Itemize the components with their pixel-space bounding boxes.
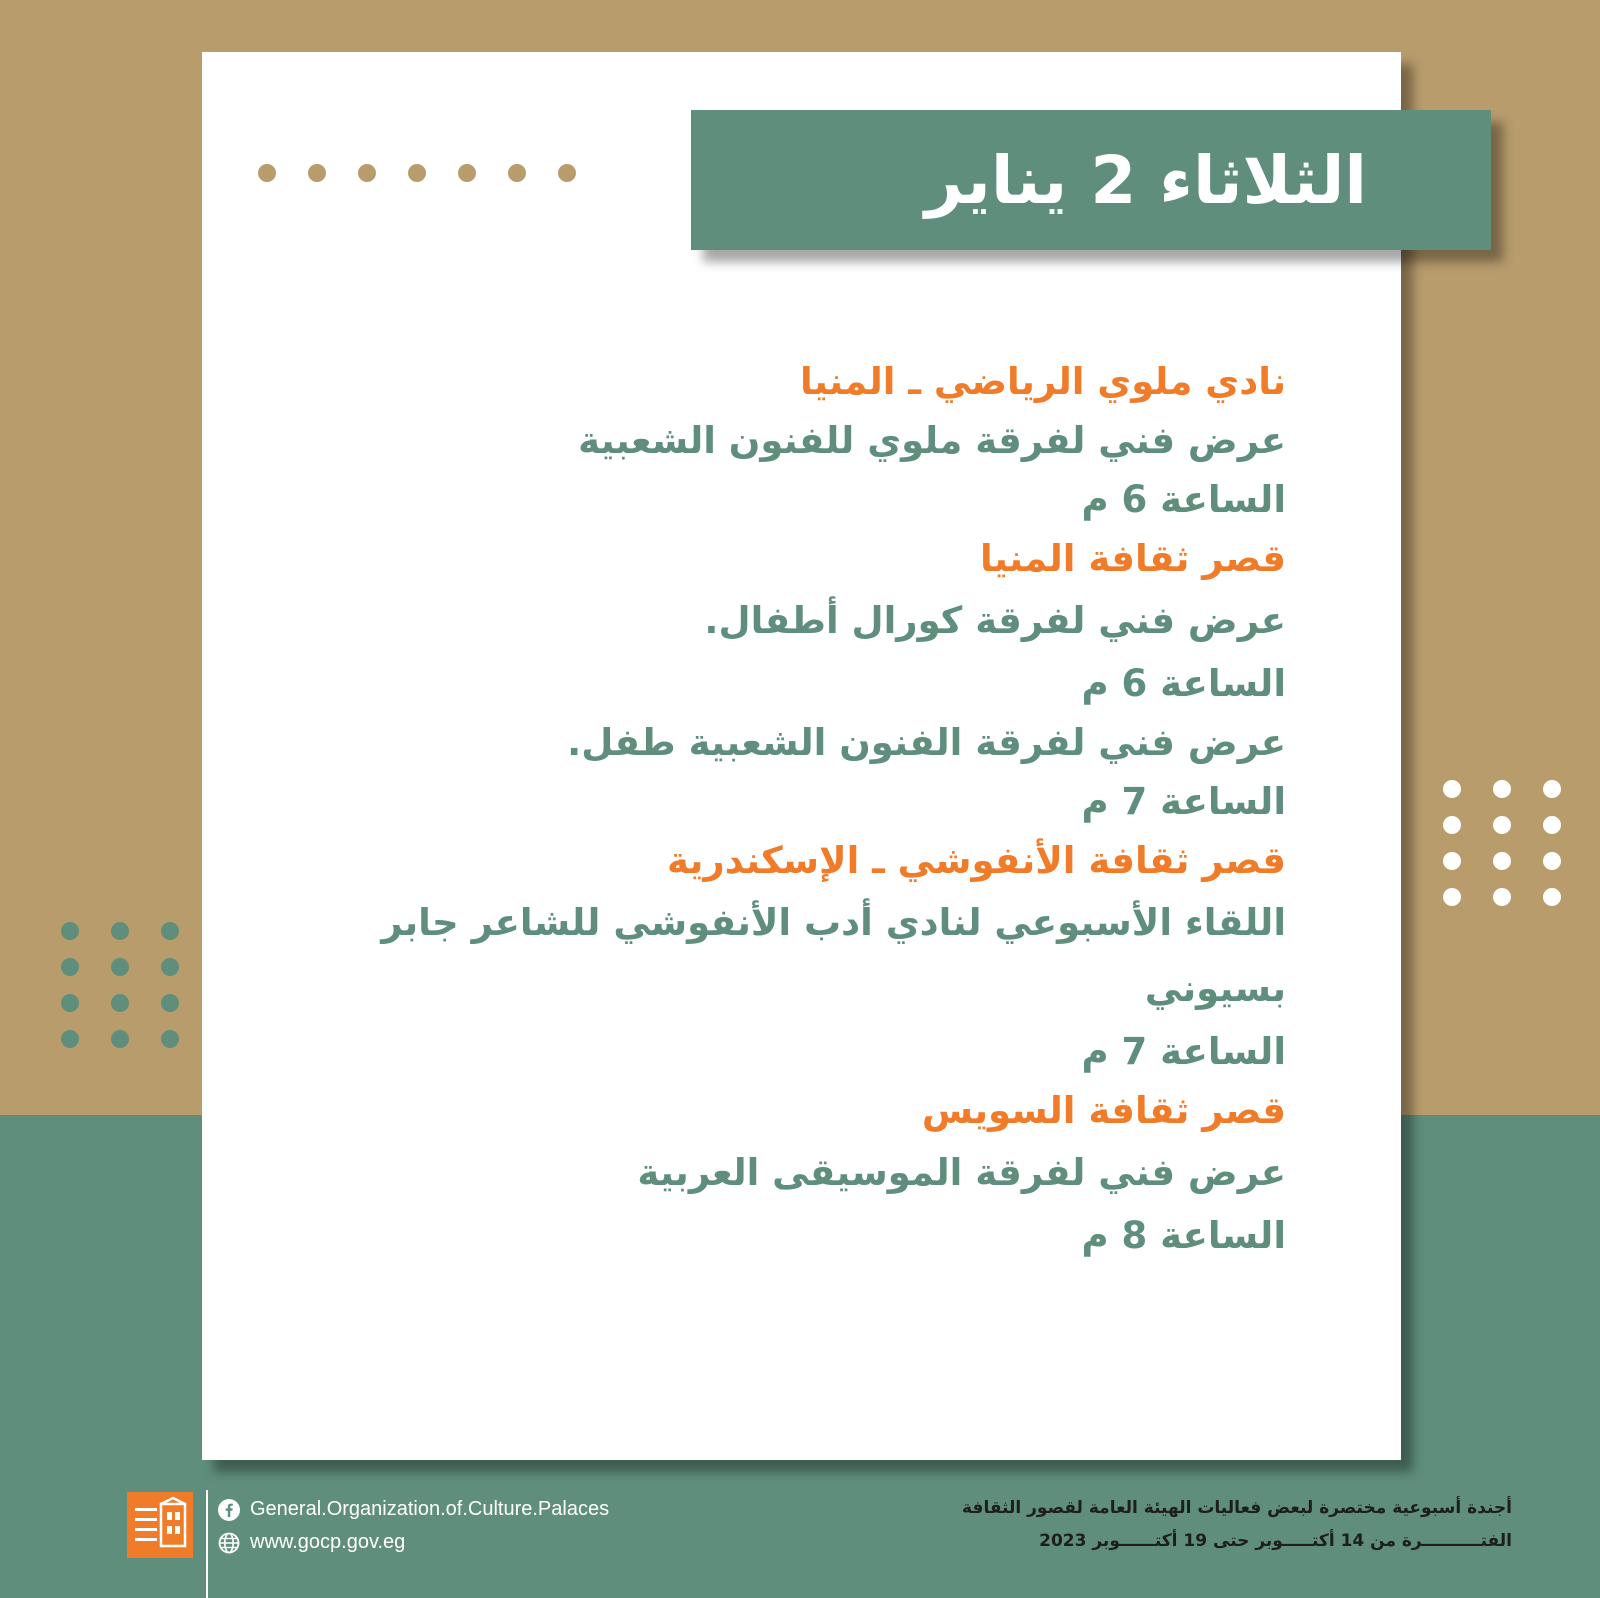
event-description: عرض فني لفرقة الموسيقى العربية — [637, 1151, 1286, 1194]
event-venue: قصر ثقافة السويس — [921, 1089, 1286, 1132]
event-item — [360, 1081, 1286, 1265]
decorative-dots-top — [258, 164, 576, 182]
decorative-dots-right — [1443, 780, 1561, 906]
event-time: الساعة 7 م — [1081, 780, 1286, 823]
event-time: الساعة 8 م — [1081, 1214, 1286, 1257]
agenda-period: الفتــــــــــرة من 14 أكتـــــوبر حتى 19 أكتــــــوبر 2023 — [1039, 1531, 1512, 1551]
page-title: الثلاثاء 2 يناير — [924, 141, 1367, 219]
event-schedule — [360, 352, 1286, 1265]
decorative-dots-left — [61, 922, 179, 1048]
agenda-description: أجندة أسبوعية مختصرة لبعض فعاليات الهيئة العامة لقصور الثقافة — [962, 1498, 1512, 1518]
globe-icon — [218, 1532, 240, 1554]
event-venue: قصر ثقافة المنيا — [979, 537, 1286, 580]
event-time: الساعة 6 م — [1081, 478, 1286, 521]
event-description: عرض فني لفرقة الفنون الشعبية طفل. — [567, 721, 1286, 764]
date-banner — [691, 110, 1491, 250]
footer-divider — [206, 1490, 208, 1598]
event-venue: نادي ملوي الرياضي ـ المنيا — [799, 360, 1286, 403]
event-description: عرض فني لفرقة كورال أطفال. — [704, 599, 1286, 642]
event-description: اللقاء الأسبوعي لنادي أدب الأنفوشي للشاعر جابر — [381, 901, 1286, 944]
event-time: الساعة 6 م — [1081, 662, 1286, 705]
facebook-icon — [218, 1499, 240, 1521]
event-item — [360, 713, 1286, 831]
event-item — [360, 529, 1286, 713]
event-description: عرض فني لفرقة ملوي للفنون الشعبية — [578, 419, 1286, 462]
event-time: الساعة 7 م — [1081, 1030, 1286, 1073]
logo-icon — [127, 1492, 193, 1558]
event-description-continued: بسيوني — [1144, 967, 1286, 1010]
website-label: www.gocp.gov.eg — [250, 1531, 406, 1553]
facebook-page-label: General.Organization.of.Culture.Palaces — [250, 1498, 610, 1520]
facebook-contact[interactable] — [218, 1498, 609, 1521]
event-item — [360, 831, 1286, 1081]
website-contact[interactable] — [218, 1531, 405, 1554]
event-venue: قصر ثقافة الأنفوشي ـ الإسكندرية — [667, 839, 1286, 882]
event-item — [360, 352, 1286, 529]
